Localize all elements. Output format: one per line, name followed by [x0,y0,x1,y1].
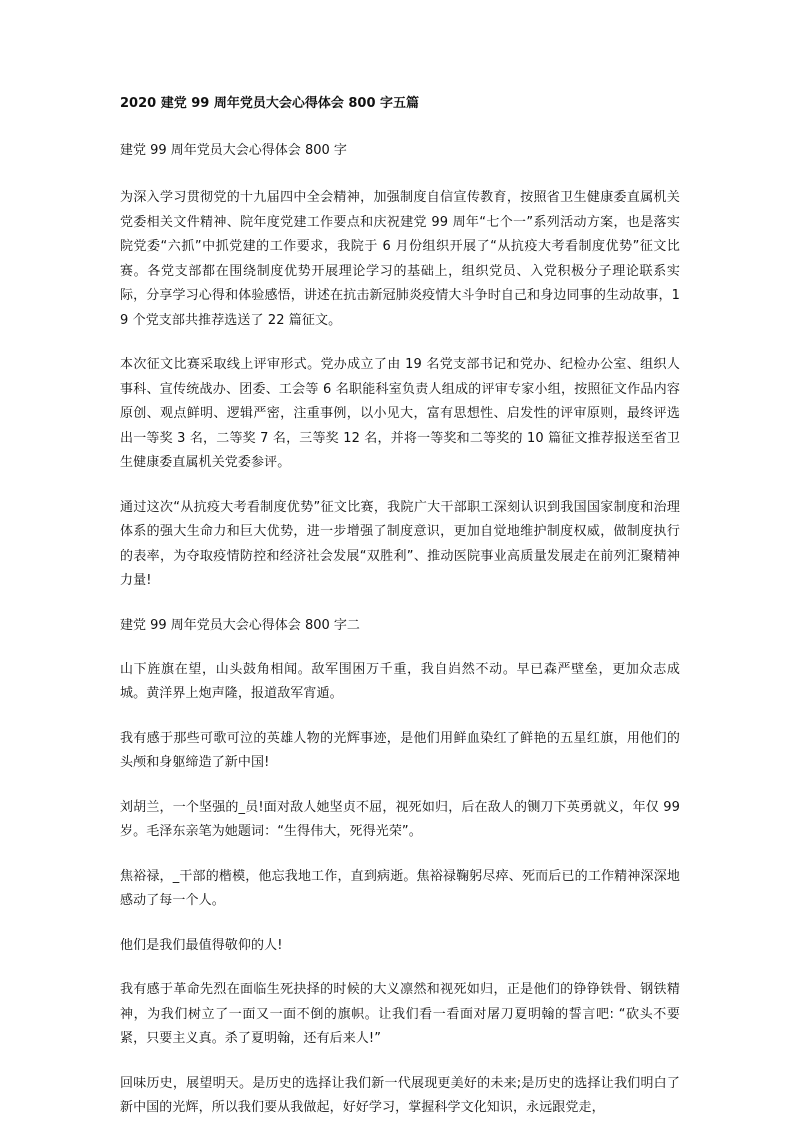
section-heading-2: 建党 99 周年党员大会心得体会 800 字二 [120,617,360,633]
paragraph-8: 他们是我们最值得敬仰的人! [120,937,283,953]
paragraph-3: 通过这次“从抗疫大考看制度优势”征文比赛，我院广大干部职工深刻认识到我国国家制度和治理体系的强大生命力和巨大优势，进一步增强了制度意识，更加自觉地维护制度权威，做制度执行的表率，为夺取疫情防控和经济社会发展“双胜利”、推动医院事业高质量发展走在前列汇聚精神力量! [120,499,680,588]
document-body [120,92,680,1121]
document-title: 2020 建党 99 周年党员大会心得体会 800 字五篇 [120,96,420,111]
paragraph-7: 焦裕禄，_干部的楷模，他忘我地工作，直到病逝。焦裕禄鞠躬尽瘁、死而后已的工作精神深深地感动了每一个人。 [120,868,680,908]
paragraph-10: 回味历史，展望明天。是历史的选择让我们新一代展现更美好的未来;是历史的选择让我们明白了新中国的光辉，所以我们要从我做起，好好学习，掌握科学文化知识，永远跟党走， [120,1075,680,1115]
paragraph-9: 我有感于革命先烈在面临生死抉择的时候的大义凛然和视死如归，正是他们的铮铮铁骨、钢铁精神，为我们树立了一面又一面不倒的旗帜。让我们看一看面对屠刀夏明翰的誓言吧: “砍头不要紧，只要主义真。杀了夏明翰，还有后来人!” [120,982,680,1046]
paragraph-5: 我有感于那些可歌可泣的英雄人物的光辉事迹，是他们用鲜血染红了鲜艳的五星红旗，用他们的头颅和身躯缔造了新中国! [120,730,680,770]
paragraph-4: 山下旌旗在望，山头鼓角相闻。敌军围困万千重，我自岿然不动。早已森严壁垒，更加众志成城。黄洋界上炮声隆，报道敌军宵遁。 [120,661,680,701]
paragraph-6: 刘胡兰，一个坚强的_员!面对敌人她坚贞不屈，视死如归，后在敌人的铡刀下英勇就义，年仅 99 岁。毛泽东亲笔为她题词：“生得伟大，死得光荣”。 [120,799,680,839]
paragraph-2: 本次征文比赛采取线上评审形式。党办成立了由 19 名党支部书记和党办、纪检办公室、组织人事科、宣传统战办、团委、工会等 6 名职能科室负责人组成的评审专家小组，按照征文作品内容原创、观点鲜明、逻辑严密，注重事例，以小见大，富有思想性、启发性的评审原则，最终评选出一等奖 3 名，二等奖 7 名，三等奖 12 名，并将一等奖和二等奖的 10 篇征文推荐报送至省卫生健康委直属机关党委参评。 [120,357,680,470]
section-heading-1: 建党 99 周年党员大会心得体会 800 字 [120,143,347,158]
paragraph-1: 为深入学习贯彻党的十九届四中全会精神，加强制度自信宣传教育，按照省卫生健康委直属机关党委相关文件精神、院年度党建工作要点和庆祝建党 99 周年“七个一”系列活动方案，也是落实院党委“六抓”中抓党建的工作要求，我院于 6 月份组织开展了“从抗疫大考看制度优势”征文比赛。各党支部都在围绕制度优势开展理论学习的基础上，组织党员、入党积极分子理论联系实际，分享学习心得和体验感悟，讲述在抗击新冠肺炎疫情大斗争时自己和身边同事的生动故事，19 个党支部共推荐选送了 22 篇征文。 [120,190,680,328]
